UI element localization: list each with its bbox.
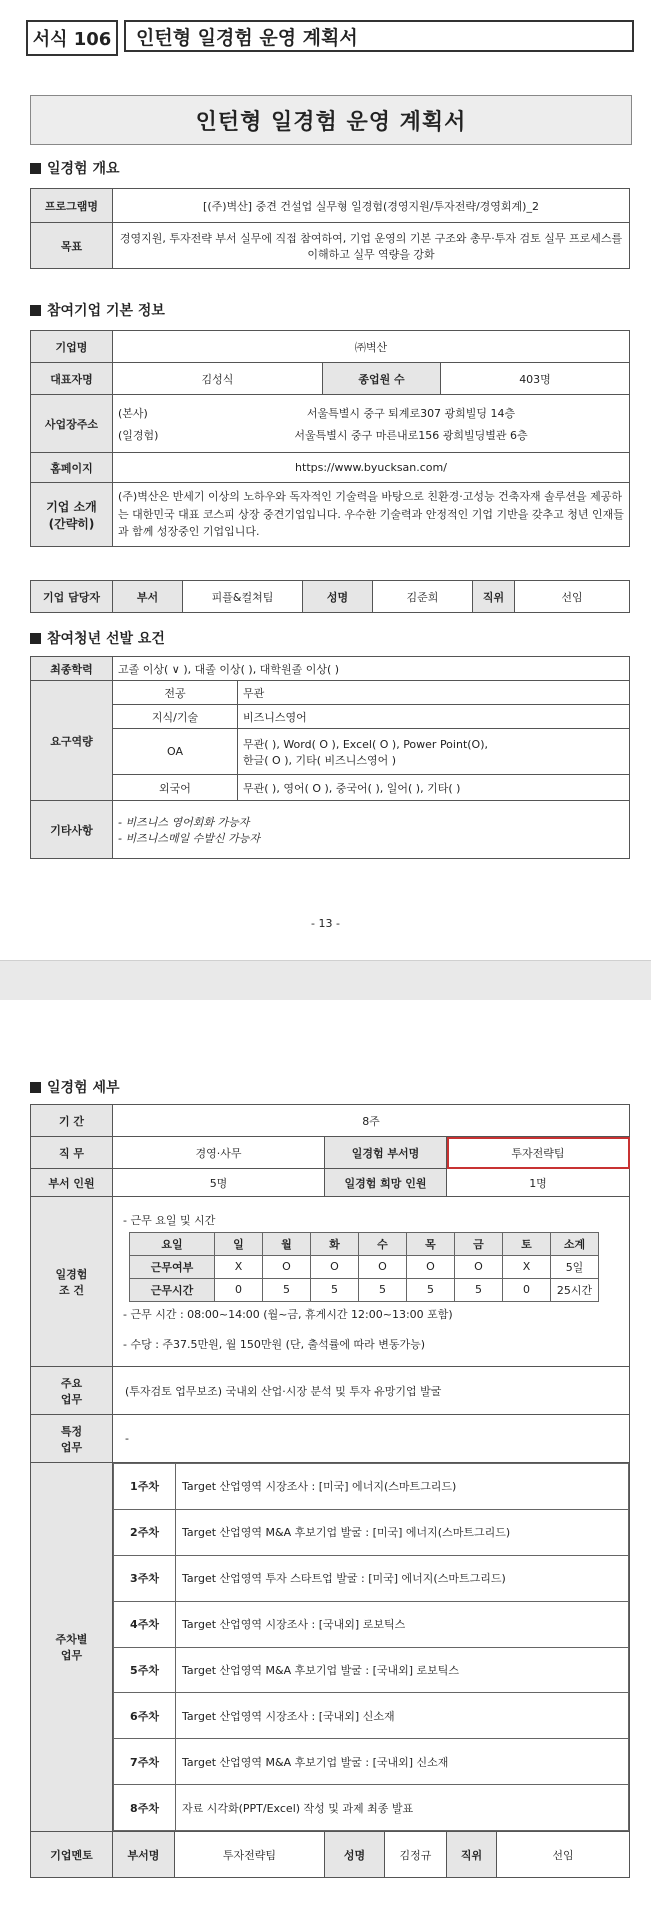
language-value: 무관( ), 영어( O ), 중국어( ), 일어( ), 기타( )	[238, 775, 630, 801]
homepage-value[interactable]: https://www.byucksan.com/	[113, 453, 630, 483]
section-heading-detail	[30, 1077, 120, 1097]
section-heading-company	[30, 300, 165, 320]
week-task: Target 산업영역 시장조사 : [국내외] 신소재	[176, 1693, 629, 1739]
etc-item: - 비즈니스메일 수발신 가능자	[118, 831, 260, 845]
skill-value: 비즈니스영어	[238, 705, 630, 729]
language-label: 외국어	[113, 775, 238, 801]
page-13	[0, 0, 651, 960]
mentor-pos-value: 선임	[497, 1832, 630, 1878]
competency-label: 요구역량	[31, 681, 113, 801]
work-dept-label: 일경험 부서명	[325, 1137, 447, 1169]
schedule-header-cell: 소계	[551, 1232, 599, 1255]
hours-note: - 근무 시간 : 08:00~14:00 (월~금, 휴게시간 12:00~13:00 포함)	[123, 1307, 453, 1321]
schedule-header-cell: 금	[455, 1232, 503, 1255]
contact-name-value: 김준희	[373, 581, 473, 613]
requirements-table	[30, 656, 630, 859]
schedule-header-cell: 일	[215, 1232, 263, 1255]
mentor-name-label: 성명	[325, 1832, 385, 1878]
mentor-label: 기업멘토	[31, 1832, 113, 1878]
program-value: [(주)벽산] 중견 건설업 실무형 일경험(경영지원/투자전략/경영회계)_2	[113, 189, 630, 223]
schedule-work-cell: O	[359, 1255, 407, 1278]
schedule-header-label: 요일	[130, 1232, 215, 1255]
weekly-table	[113, 1463, 629, 1831]
education-label: 최종학력	[31, 657, 113, 681]
section-title: 일경험 개요	[47, 161, 120, 177]
contact-name-label: 성명	[303, 581, 373, 613]
mentor-name-value: 김정규	[385, 1832, 447, 1878]
document-title: 인턴형 일경험 운영 계획서	[30, 95, 632, 145]
schedule-header-cell: 목	[407, 1232, 455, 1255]
week-task: Target 산업영역 시장조사 : [국내외] 로보틱스	[176, 1601, 629, 1647]
detail-table	[30, 1104, 630, 1878]
mentor-pos-label: 직위	[447, 1832, 497, 1878]
etc-label: 기타사항	[31, 801, 113, 859]
hope-value: 1명	[447, 1169, 630, 1197]
schedule-time-cell: 5	[311, 1278, 359, 1301]
mentor-dept-label: 부서명	[113, 1832, 175, 1878]
week-task: Target 산업영역 투자 스타트업 발굴 : [미국] 에너지(스마트그리드)	[176, 1555, 629, 1601]
conditions-label: 일경험 조 건	[31, 1197, 113, 1367]
contact-pos-value: 선임	[515, 581, 630, 613]
conditions-title: - 근무 요일 및 시간	[123, 1213, 216, 1227]
duty-value: 경영·사무	[113, 1137, 325, 1169]
address-hq-value: 서울특별시 중구 퇴계로307 광희빌딩 14층	[306, 406, 516, 420]
ceo-value: 김성식	[113, 363, 323, 395]
page-number: - 13 -	[311, 917, 340, 930]
staff-label: 부서 인원	[31, 1169, 113, 1197]
contact-table	[30, 580, 630, 613]
address-hq-tag: (본사)	[118, 406, 148, 420]
special-duty-value: -	[113, 1415, 630, 1463]
week-label: 2주차	[114, 1509, 176, 1555]
company-table	[30, 330, 630, 547]
schedule-time-cell: 5	[455, 1278, 503, 1301]
weekly-value	[113, 1463, 630, 1832]
schedule-time-cell: 0	[215, 1278, 263, 1301]
week-label: 1주차	[114, 1464, 176, 1510]
schedule-time-cell: 0	[503, 1278, 551, 1301]
form-number: 서식 106	[26, 20, 118, 56]
section-title: 일경험 세부	[47, 1080, 120, 1096]
week-task: Target 산업영역 M&A 후보기업 발굴 : [국내외] 로보틱스	[176, 1647, 629, 1693]
mentor-dept-value: 투자전략팀	[175, 1832, 325, 1878]
square-bullet-icon	[30, 305, 41, 316]
schedule-time-cell: 5	[407, 1278, 455, 1301]
schedule-work-cell: O	[455, 1255, 503, 1278]
contact-pos-label: 직위	[473, 581, 515, 613]
week-row	[114, 1509, 629, 1555]
week-label: 7주차	[114, 1739, 176, 1785]
special-duty-label: 특정 업무	[31, 1415, 113, 1463]
pay-note: - 수당 : 주37.5만원, 월 150만원 (단, 출석률에 따라 변동가능)	[123, 1337, 426, 1351]
schedule-time-label: 근무시간	[130, 1278, 215, 1301]
page-14	[0, 1000, 651, 1929]
week-row	[114, 1601, 629, 1647]
schedule-header-cell: 토	[503, 1232, 551, 1255]
period-label: 기 간	[31, 1105, 113, 1137]
goal-label: 목표	[31, 223, 113, 269]
work-dept-value: 투자전략팀	[447, 1137, 630, 1169]
weekly-label: 주차별 업무	[31, 1463, 113, 1832]
staff-value: 5명	[113, 1169, 325, 1197]
company-name-value: ㈜벽산	[113, 331, 630, 363]
week-row	[114, 1464, 629, 1510]
company-name-label: 기업명	[31, 331, 113, 363]
week-row	[114, 1647, 629, 1693]
conditions-value	[113, 1197, 630, 1367]
oa-value-line1: 무관( ), Word( O ), Excel( O ), Power Point(O),	[243, 737, 488, 751]
schedule-work-cell: X	[215, 1255, 263, 1278]
week-label: 8주차	[114, 1785, 176, 1831]
section-heading-requirements	[30, 628, 165, 648]
major-value: 무관	[238, 681, 630, 705]
education-value: 고졸 이상( ∨ ), 대졸 이상( ), 대학원졸 이상( )	[113, 657, 630, 681]
major-label: 전공	[113, 681, 238, 705]
section-title: 참여청년 선발 요건	[47, 631, 165, 647]
goal-value: 경영지원, 투자전략 부서 실무에 직접 참여하여, 기업 운영의 기본 구조와 총무·투자 검토 실무 프로세스를 이해하고 실무 역량을 강화	[113, 223, 630, 269]
duty-label: 직 무	[31, 1137, 113, 1169]
schedule-table	[129, 1232, 599, 1302]
schedule-header-cell: 월	[263, 1232, 311, 1255]
square-bullet-icon	[30, 633, 41, 644]
skill-label: 지식/기술	[113, 705, 238, 729]
intro-label: 기업 소개 (간략히)	[31, 483, 113, 547]
oa-value-line2: 한글( O ), 기타( 비즈니스영어 )	[243, 753, 397, 767]
schedule-work-cell: O	[263, 1255, 311, 1278]
schedule-header-cell: 화	[311, 1232, 359, 1255]
oa-label: OA	[113, 729, 238, 775]
week-row	[114, 1555, 629, 1601]
main-duty-value: (투자검토 업무보조) 국내외 산업·시장 분석 및 투자 유망기업 발굴	[113, 1367, 630, 1415]
page-gap	[0, 960, 651, 1002]
week-row	[114, 1739, 629, 1785]
hope-label: 일경험 희망 인원	[325, 1169, 447, 1197]
program-label: 프로그램명	[31, 189, 113, 223]
schedule-work-cell: 5일	[551, 1255, 599, 1278]
employees-value: 403명	[441, 363, 630, 395]
main-duty-label: 주요 업무	[31, 1367, 113, 1415]
ceo-label: 대표자명	[31, 363, 113, 395]
schedule-header-cell: 수	[359, 1232, 407, 1255]
period-value: 8주	[113, 1105, 630, 1137]
form-header	[26, 20, 634, 56]
intro-value: (주)벽산은 반세기 이상의 노하우와 독자적인 기술력을 바탕으로 친환경·고성능 건축자재 솔루션을 제공하는 대한민국 대표 코스피 상장 중견기업입니다. 우수한 기술력과 안정적인 기업 기반을 갖추고 청년 인재들과 함께 성장중인 기업입니다.	[113, 483, 630, 547]
address-work-tag: (일경험)	[118, 428, 159, 442]
schedule-work-label: 근무여부	[130, 1255, 215, 1278]
week-task: Target 산업영역 M&A 후보기업 발굴 : [미국] 에너지(스마트그리드)	[176, 1509, 629, 1555]
employees-label: 종업원 수	[323, 363, 441, 395]
schedule-time-cell: 5	[263, 1278, 311, 1301]
contact-label: 기업 담당자	[31, 581, 113, 613]
section-heading-overview	[30, 158, 120, 178]
contact-dept-value: 피플&컬쳐팀	[183, 581, 303, 613]
schedule-time-cell: 5	[359, 1278, 407, 1301]
week-task: 자료 시각화(PPT/Excel) 작성 및 과제 최종 발표	[176, 1785, 629, 1831]
etc-item: - 비즈니스 영어회화 가능자	[118, 815, 250, 829]
form-title: 인턴형 일경험 운영 계획서	[124, 20, 634, 52]
schedule-work-cell: O	[407, 1255, 455, 1278]
schedule-work-cell: O	[311, 1255, 359, 1278]
homepage-label: 홈페이지	[31, 453, 113, 483]
section-title: 참여기업 기본 정보	[47, 303, 165, 319]
address-work-value: 서울특별시 중구 마른내로156 광희빌딩별관 6층	[294, 428, 528, 442]
schedule-time-cell: 25시간	[551, 1278, 599, 1301]
address-label: 사업장주소	[31, 395, 113, 453]
week-label: 4주차	[114, 1601, 176, 1647]
overview-table	[30, 188, 630, 269]
address-value	[113, 395, 630, 453]
week-label: 3주차	[114, 1555, 176, 1601]
schedule-work-cell: X	[503, 1255, 551, 1278]
week-label: 6주차	[114, 1693, 176, 1739]
week-task: Target 산업영역 시장조사 : [미국] 에너지(스마트그리드)	[176, 1464, 629, 1510]
week-task: Target 산업영역 M&A 후보기업 발굴 : [국내외] 신소재	[176, 1739, 629, 1785]
week-row	[114, 1693, 629, 1739]
square-bullet-icon	[30, 1082, 41, 1093]
etc-value	[113, 801, 630, 859]
square-bullet-icon	[30, 163, 41, 174]
oa-value	[238, 729, 630, 775]
contact-dept-label: 부서	[113, 581, 183, 613]
week-row	[114, 1785, 629, 1831]
week-label: 5주차	[114, 1647, 176, 1693]
